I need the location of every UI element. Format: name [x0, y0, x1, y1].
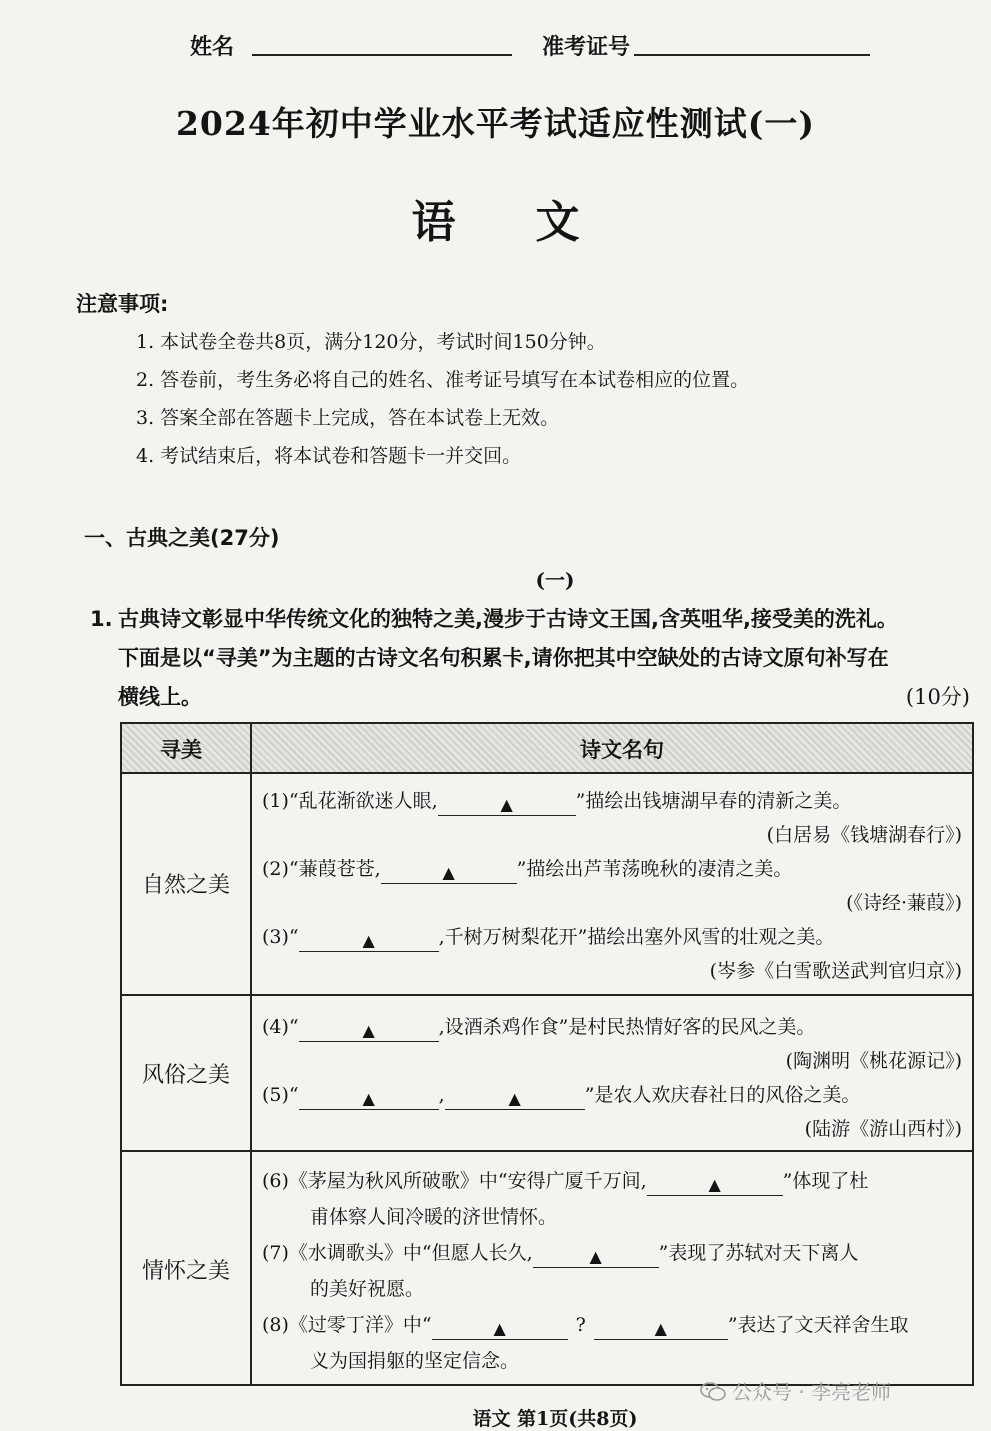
quote-row: (4)“ ▲ ,设酒杀鸡作食”是村民热情好客的民风之美。 [262, 1016, 816, 1040]
blank-marker: ▲ [654, 1319, 667, 1338]
blank-marker: ▲ [508, 1089, 521, 1108]
watermark [700, 1376, 891, 1405]
answer-blank[interactable] [381, 861, 517, 884]
watermark-text: 公众号 · 李亮老师 [732, 1380, 892, 1404]
quote-source: (《诗经·蒹葭》) [846, 892, 962, 914]
quote-row: (5)“ ▲ , ▲ ”是农人欢庆春社日的风俗之美。 [262, 1084, 861, 1108]
wechat-icon [700, 1382, 726, 1402]
quote-source: (岑参《白雪歌送武判官归京》) [709, 960, 962, 982]
notice-item: 3. 答案全部在答题卡上完成，答在本试卷上无效。 [136, 407, 560, 429]
question-points: (10分) [905, 685, 970, 709]
quote-source: (白居易《钱塘湖春行》) [766, 824, 962, 846]
blank-marker: ▲ [362, 931, 375, 950]
page-footer: 语文 第1页(共8页) [472, 1408, 638, 1430]
quote-source: (陶渊明《桃花源记》) [785, 1050, 962, 1072]
question-number: 1. [90, 607, 113, 631]
blank-marker: ▲ [500, 795, 513, 814]
id-label: 准考证号 [542, 35, 631, 60]
answer-blank[interactable] [432, 1317, 568, 1340]
header-fields [190, 30, 890, 64]
blank-marker: ▲ [589, 1247, 602, 1266]
category-nature: 自然之美 [141, 873, 230, 898]
blank-marker: ▲ [362, 1021, 375, 1040]
blank-marker: ▲ [708, 1175, 721, 1194]
quote-row: (7)《水调歌头》中“但愿人长久, ▲ ”表现了苏轼对天下离人 [262, 1242, 859, 1266]
answer-blank[interactable] [299, 1087, 439, 1110]
answer-blank[interactable] [647, 1173, 783, 1196]
question-line: 古典诗文彰显中华传统文化的独特之美,漫步于古诗文王国,含英咀华,接受美的洗礼。 [118, 607, 898, 631]
quote-row-continued: 义为国捐躯的坚定信念。 [310, 1350, 520, 1372]
part-label: (一) [535, 568, 575, 592]
subject-title: 语文 [411, 197, 660, 248]
blank-marker: ▲ [493, 1319, 506, 1338]
answer-blank[interactable] [594, 1317, 728, 1340]
blank-marker: ▲ [362, 1089, 375, 1108]
answer-blank[interactable] [438, 793, 576, 816]
answer-blank[interactable] [533, 1245, 659, 1268]
category-custom: 风俗之美 [141, 1063, 230, 1088]
question-line: 下面是以“寻美”为主题的古诗文名句积累卡,请你把其中空缺处的古诗文原句补写在 [118, 646, 889, 670]
exam-title: 2024年初中学业水平考试适应性测试(一) [175, 104, 816, 143]
name-label: 姓名 [190, 35, 235, 60]
quote-row-continued: 的美好祝愿。 [310, 1278, 425, 1300]
quote-row: (2)“蒹葭苍苍, ▲ ”描绘出芦苇荡晚秋的凄清之美。 [262, 858, 793, 882]
answer-blank[interactable] [445, 1087, 585, 1110]
notice-heading: 注意事项: [76, 292, 169, 316]
poem-table [120, 722, 974, 1386]
quote-row: (8)《过零丁洋》中“ ▲ ? ▲ ”表达了文天祥舍生取 [262, 1314, 909, 1338]
name-field[interactable] [252, 54, 512, 56]
quote-row: (3)“ ▲ ,千树万树梨花开”描绘出塞外风雪的壮观之美。 [262, 926, 835, 950]
quote-row-continued: 甫体察人间冷暖的济世情怀。 [310, 1206, 558, 1228]
notice-item: 2. 答卷前，考生务必将自己的姓名、准考证号填写在本试卷相应的位置。 [136, 369, 750, 391]
header-category: 寻美 [160, 738, 202, 762]
answer-blank[interactable] [299, 1019, 439, 1042]
category-sentiment: 情怀之美 [141, 1259, 230, 1284]
notice-item: 4. 考试结束后，将本试卷和答题卡一并交回。 [136, 445, 522, 467]
quote-source: (陆游《游山西村》) [804, 1118, 962, 1140]
question-line: 横线上。 [118, 685, 202, 709]
quote-row: (6)《茅屋为秋风所破歌》中“安得广厦千万间, ▲ ”体现了杜 [262, 1170, 869, 1194]
answer-blank[interactable] [299, 929, 439, 952]
blank-marker: ▲ [442, 863, 455, 882]
section-heading: 一、古典之美(27分) [84, 526, 280, 550]
notice-item: 1. 本试卷全卷共8页，满分120分，考试时间150分钟。 [136, 331, 606, 353]
header-quotes: 诗文名句 [580, 738, 664, 762]
id-field[interactable] [634, 54, 870, 56]
quote-row: (1)“乱花渐欲迷人眼, ▲ ”描绘出钱塘湖早春的清新之美。 [262, 790, 852, 814]
